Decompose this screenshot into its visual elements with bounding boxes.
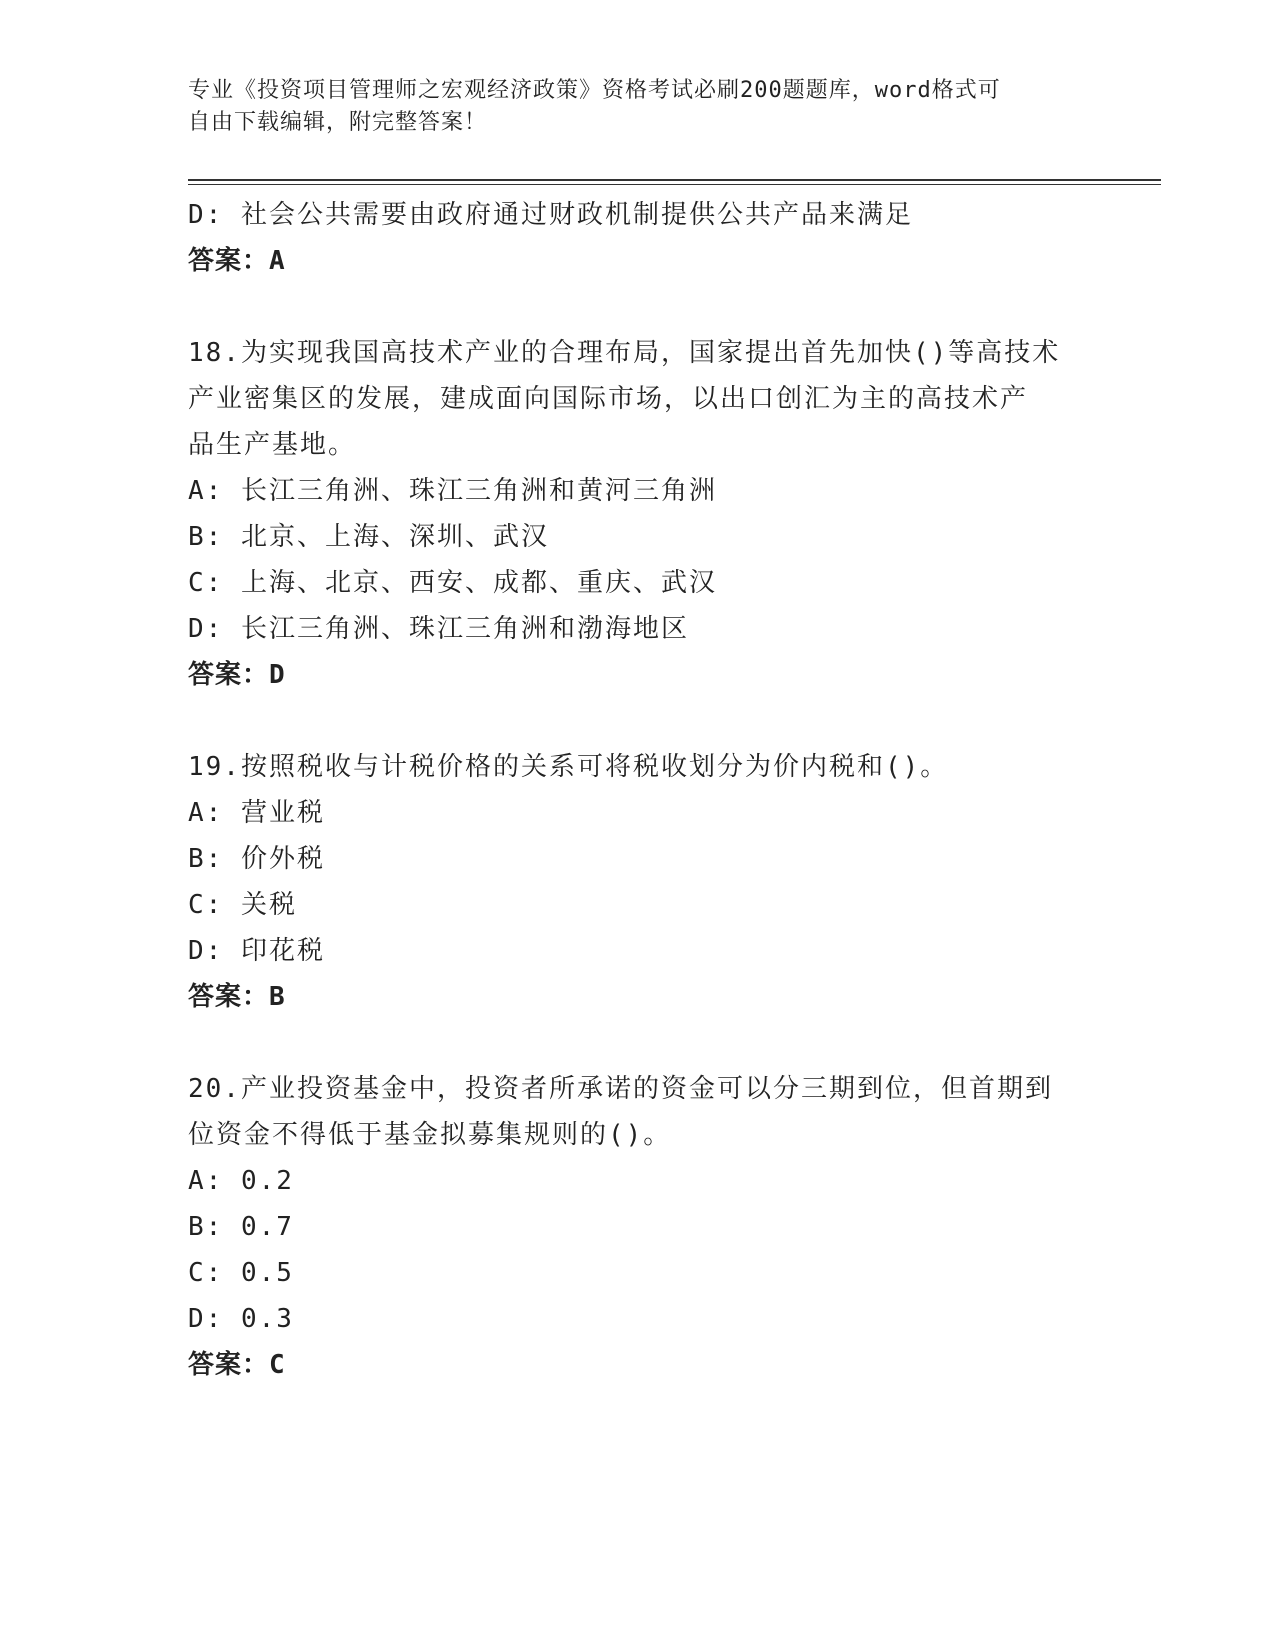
page-header: [188, 75, 1088, 139]
question-stem-line: 20.产业投资基金中，投资者所承诺的资金可以分三期到位，但首期到: [188, 1074, 1053, 1104]
question-stem-line: 19.按照税收与计税价格的关系可将税收划分为价内税和()。: [188, 752, 949, 782]
spacer: [188, 1020, 1088, 1066]
header-divider-thin: [188, 184, 1161, 185]
question-stem-line: 品生产基地。: [188, 430, 357, 460]
option-c: C: 0.5: [188, 1258, 294, 1288]
question-stem-line: 18.为实现我国高技术产业的合理布局，国家提出首先加快()等高技术: [188, 338, 1061, 368]
option-d: D: 0.3: [188, 1304, 294, 1334]
option-d: D: 印花税: [188, 936, 325, 966]
option-a: A: 营业税: [188, 798, 325, 828]
spacer: [188, 284, 1088, 330]
header-divider-thick: [188, 179, 1161, 181]
question-stem-line: 位资金不得低于基金拟募集规则的()。: [188, 1120, 672, 1150]
question-stem-line: 产业密集区的发展，建成面向国际市场，以出口创汇为主的高技术产: [188, 384, 1029, 414]
question-block-20: [188, 1066, 1088, 1388]
answer-line: 答案：C: [188, 1350, 286, 1380]
header-title-line-2: 自由下载编辑，附完整答案！: [188, 110, 488, 135]
answer-line: 答案：D: [188, 660, 286, 690]
question-list: [188, 192, 1088, 1388]
question-block-18: [188, 330, 1088, 698]
spacer: [188, 698, 1088, 744]
answer-line: 答案：A: [188, 246, 286, 276]
option-c: C: 关税: [188, 890, 297, 920]
option-a: A: 0.2: [188, 1166, 294, 1196]
option-c: C: 上海、北京、西安、成都、重庆、武汉: [188, 568, 717, 598]
option-d: D: 社会公共需要由政府通过财政机制提供公共产品来满足: [188, 200, 913, 230]
option-b: B: 价外税: [188, 844, 325, 874]
question-block-19: [188, 744, 1088, 1020]
question-block-17-tail: [188, 192, 1088, 284]
option-a: A: 长江三角洲、珠江三角洲和黄河三角洲: [188, 476, 717, 506]
answer-line: 答案：B: [188, 982, 286, 1012]
option-d: D: 长江三角洲、珠江三角洲和渤海地区: [188, 614, 689, 644]
option-b: B: 北京、上海、深圳、武汉: [188, 522, 549, 552]
option-b: B: 0.7: [188, 1212, 294, 1242]
header-title-line-1: 专业《投资项目管理师之宏观经济政策》资格考试必刷200题题库，word格式可: [188, 78, 1001, 103]
